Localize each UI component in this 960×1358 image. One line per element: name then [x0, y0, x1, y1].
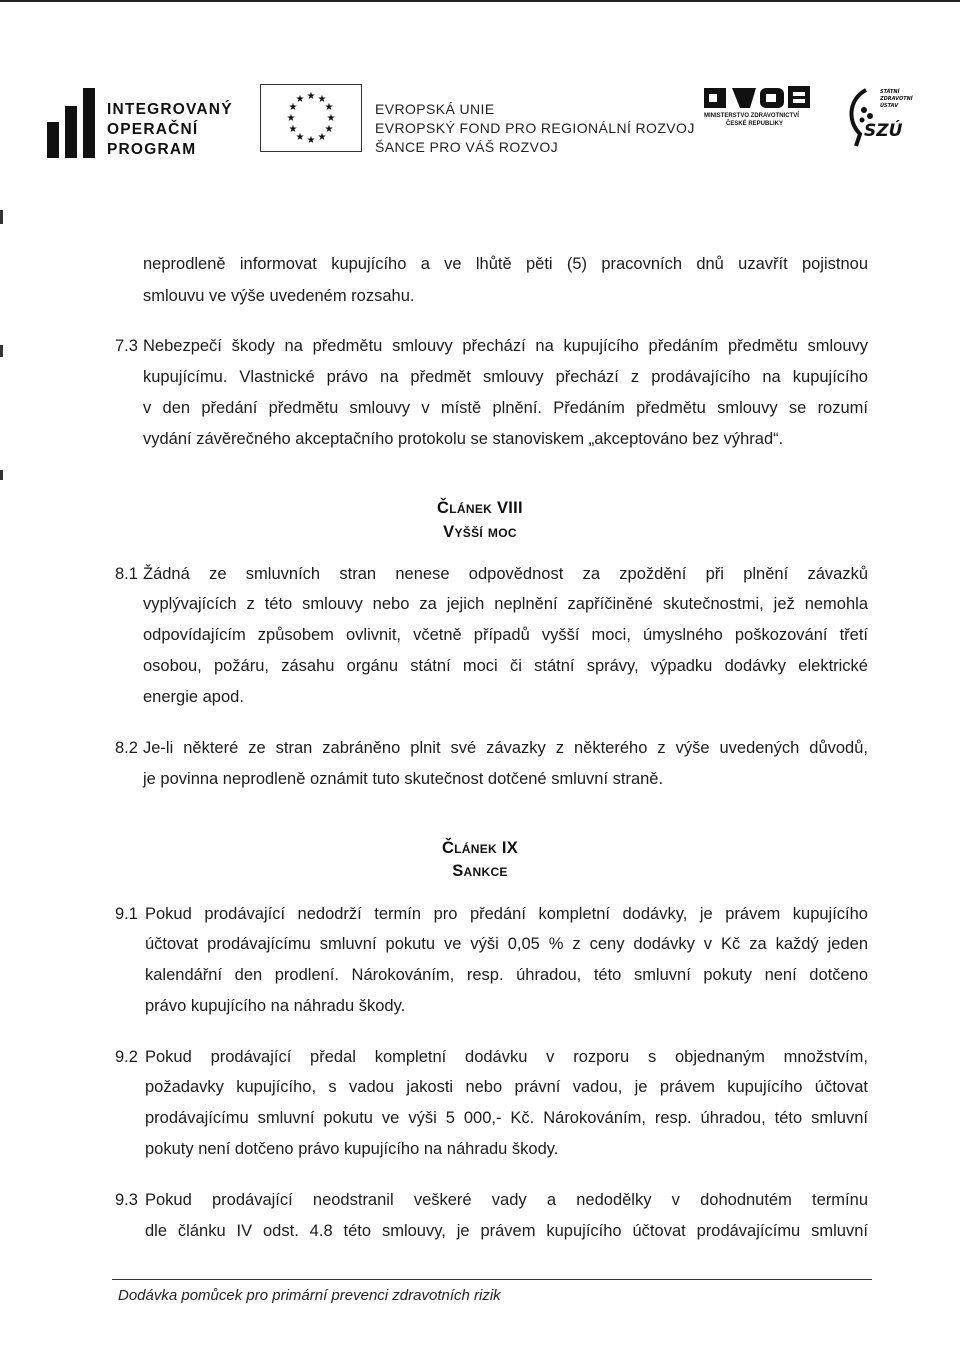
text-line: pokuty není dotčeno právo kupujícího na náhradu škody. — [145, 1140, 559, 1158]
mzcr-line: MINISTERSTVO ZDRAVOTNICTVÍ — [704, 113, 799, 119]
iop-line: OPERAČNÍ — [107, 121, 199, 138]
text-line: smlouvu ve výše uvedeném rozsahu. — [143, 287, 415, 305]
text-line: energie apod. — [143, 688, 244, 706]
svg-text:★: ★ — [317, 132, 327, 143]
svg-text:★: ★ — [288, 102, 298, 113]
eu-line: ŠANCE PRO VÁŠ ROZVOJ — [375, 139, 559, 155]
text-line: v den předání předmětu smlouvy v místě plnění. Předáním předmětu smlouvy se rozumí — [143, 399, 868, 417]
article-8-subtitle: Vyšší moc — [443, 523, 517, 541]
svg-text:★: ★ — [286, 113, 296, 124]
text-line: vydání závěrečného akceptačního protokolu se stanoviskem „akceptováno bez výhrad“. — [143, 430, 784, 448]
text-line: je povinna neprodleně oznámit tuto skutečnost dotčené smluvní straně. — [143, 770, 664, 788]
text-line: neprodleně informovat kupujícího a ve lhůtě pěti (5) pracovních dnů uzavřít pojistnou — [143, 255, 868, 273]
szu-small-line: STÁTNÍ — [880, 89, 900, 95]
szu-small-line: ÚSTAV — [880, 103, 899, 109]
text-line: dle článku IV odst. 4.8 této smlouvy, je právem kupujícího účtovat prodávajícímu smluvní — [145, 1222, 868, 1240]
article-9-subtitle: Sankce — [452, 862, 508, 880]
text-line: účtovat prodávajícímu smluvní pokutu ve výši 0,05 % z ceny dodávky v Kč za každý jeden — [145, 935, 868, 953]
svg-text:★: ★ — [295, 94, 305, 105]
text-line: kupujícímu. Vlastnické právo na předmět smlouvy přechází z prodávajícího na kupujícího — [143, 368, 868, 386]
footer-divider — [112, 1279, 872, 1280]
clause-number: 8.2 — [115, 739, 138, 757]
eu-line: EVROPSKÝ FOND PRO REGIONÁLNÍ ROZVOJ — [375, 120, 695, 136]
iop-line: INTEGROVANÝ — [107, 101, 233, 118]
text-line: Je-li některé ze stran zabráněno plnit své závazky z některého z výše uvedených důvodů, — [143, 739, 868, 757]
mzcr-line: ČESKÉ REPUBLIKY — [726, 121, 784, 127]
clause-number: 8.1 — [115, 565, 138, 583]
text-line: vyplývajících z této smlouvy nebo za jejich neplnění zapříčiněné skutečnostmi, jež nemohla — [143, 595, 868, 613]
text-line: osobou, požáru, zásahu orgánu státní moci či státní správy, výpadku dodávky elektrické — [143, 657, 868, 675]
svg-text:★: ★ — [326, 113, 336, 124]
text-line: Žádná ze smluvních stran nenese odpovědnost za zpoždění při plnění závazků — [143, 565, 868, 583]
svg-text:★: ★ — [324, 124, 334, 135]
szu-label: SZÚ — [864, 121, 903, 141]
article-9-title: Článek IX — [441, 839, 519, 857]
text-line: kalendářní den prodlení. Nárokováním, resp. úhradou, této smluvní pokuty není dotčeno — [145, 966, 868, 984]
text-line: právo kupujícího na náhradu škody. — [145, 997, 406, 1015]
article-8-title: Článek VIII — [437, 499, 523, 517]
text-line: Pokud prodávající předal kompletní dodávku v rozporu s objednaným množstvím, — [145, 1048, 868, 1066]
szu-small-line: ZDRAVOTNÍ — [880, 96, 913, 102]
clause-number: 9.1 — [115, 905, 138, 923]
clause-number: 9.3 — [115, 1191, 138, 1209]
iop-line: PROGRAM — [107, 141, 197, 158]
eu-line: EVROPSKÁ UNIE — [375, 101, 495, 117]
text-line: požadavky kupujícího, s vadou jakosti nebo právní vadou, je právem kupujícího účtovat — [145, 1078, 868, 1096]
svg-text:★: ★ — [306, 135, 316, 146]
text-line: Pokud prodávající nedodrží termín pro předání kompletní dodávky, je právem kupujícího — [145, 905, 868, 923]
clause-number: 9.2 — [115, 1048, 138, 1066]
text-line: prodávajícímu smluvní pokutu ve výši 5 000,- Kč. Nárokováním, resp. úhradou, této smluvní — [145, 1109, 868, 1127]
svg-text:★: ★ — [288, 124, 298, 135]
svg-text:★: ★ — [295, 132, 305, 143]
text-line: Nebezpečí škody na předmětu smlouvy přechází na kupujícího předáním předmětu smlouvy — [143, 337, 868, 355]
svg-text:★: ★ — [317, 94, 327, 105]
text-line: Pokud prodávající neodstranil veškeré vady a nedodělky v dohodnutém termínu — [145, 1191, 868, 1209]
text-line: odpovídajícím způsobem ovlivnit, včetně případů vyšší moci, úmyslného poškozování třetí — [143, 626, 868, 644]
clause-number: 7.3 — [115, 337, 138, 355]
svg-text:★: ★ — [306, 91, 316, 102]
footer-text: Dodávka pomůcek pro primární prevenci zdravotních rizik — [118, 1287, 501, 1304]
svg-text:★: ★ — [324, 102, 334, 113]
